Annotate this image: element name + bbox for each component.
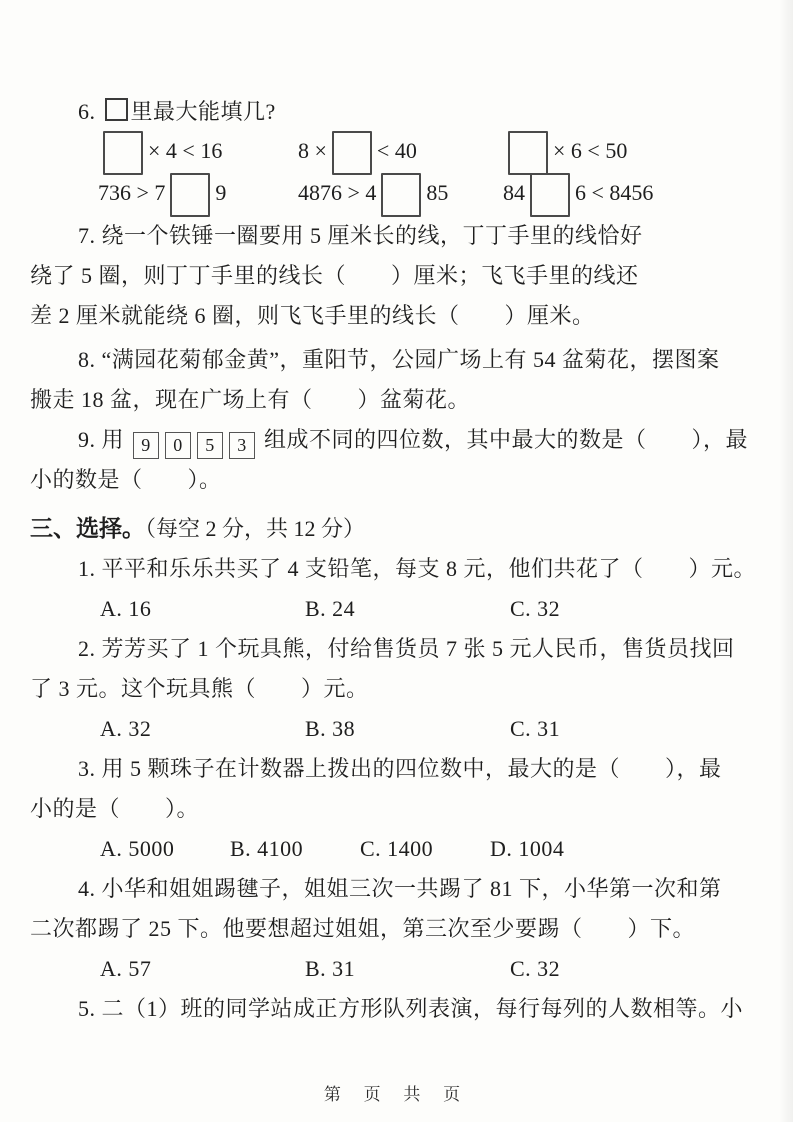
choice-2-options	[30, 709, 763, 749]
expression-4	[98, 173, 298, 217]
choice-3-option-b: B. 4100	[230, 836, 304, 861]
question-6-expressions	[30, 132, 763, 216]
expression-1	[98, 131, 298, 175]
fill-blank-box	[508, 131, 548, 175]
expression-text: × 6 < 50	[553, 138, 628, 164]
expression-row-2	[98, 174, 763, 216]
choice-2-line-1: 2. 芳芳买了 1 个玩具熊，付给售货员 7 张 5 元人民币，售货员找回	[78, 636, 735, 661]
choice-3-line-1: 3. 用 5 颗珠子在计数器上拨出的四位数中，最大的是（ ），最	[78, 756, 722, 781]
choice-3-option-c: C. 1400	[360, 836, 434, 861]
expression-6	[503, 173, 763, 217]
expression-text: < 40	[376, 138, 417, 164]
expression-text: 85	[426, 180, 449, 206]
section-3-header	[30, 508, 763, 549]
question-6-text: 里最大能填几?	[130, 99, 276, 124]
expression-text: 736 > 7	[98, 180, 166, 206]
choice-5-line-1: 5. 二（1）班的同学站成正方形队列表演，每行每列的人数相等。小	[78, 996, 744, 1021]
choice-1-line-1: 1. 平平和乐乐共买了 4 支铅笔，每支 8 元，他们共花了（ ）元。	[78, 556, 757, 581]
question-6-number: 6.	[78, 99, 96, 124]
expression-2	[298, 131, 503, 175]
expression-3	[503, 131, 763, 175]
expression-text: 84	[503, 180, 525, 206]
fill-blank-box	[170, 173, 210, 217]
expression-5	[298, 173, 503, 217]
question-9-rest: 组成不同的四位数，其中最大的数是（ ），最	[264, 427, 749, 452]
expression-text: 6 < 8456	[575, 180, 654, 206]
fill-blank-box	[530, 173, 570, 217]
choice-2-option-b: B. 38	[305, 716, 356, 741]
question-8-line-2: 搬走 18 盆，现在广场上有（ ）盆菊花。	[30, 387, 471, 412]
choice-1-options	[30, 589, 763, 629]
choice-1-option-a: A. 16	[100, 596, 152, 621]
expression-text: 9	[215, 180, 227, 206]
choice-4-option-b: B. 31	[305, 956, 356, 981]
expression-text: 4876 > 4	[298, 180, 377, 206]
choice-2-option-c: C. 31	[510, 716, 561, 741]
question-9-line-2: 小的数是（ ）。	[30, 467, 222, 492]
choice-4-option-c: C. 32	[510, 956, 561, 981]
digit-box-5: 5	[197, 432, 223, 459]
choice-2-line-2: 了 3 元。这个玩具熊（ ）元。	[30, 676, 369, 701]
question-9-line-1	[30, 420, 763, 460]
question-7-line-2: 绕了 5 圈，则丁丁手里的线长（ ）厘米；飞飞手里的线还	[30, 263, 639, 288]
blank-box-icon	[105, 98, 128, 121]
expression-text: 8 ×	[298, 138, 327, 164]
choice-4-line-1: 4. 小华和姐姐踢毽子，姐姐三次一共踢了 81 下，小华第一次和第	[78, 876, 722, 901]
expression-text: × 4 < 16	[148, 138, 223, 164]
digit-box-3: 3	[229, 432, 255, 459]
choice-3-option-a: A. 5000	[100, 836, 175, 861]
choice-3-line-2: 小的是（ ）。	[30, 796, 200, 821]
fill-blank-box	[103, 131, 143, 175]
question-8-line-1: 8. “满园花菊郁金黄”，重阳节，公园广场上有 54 盆菊花，摆图案	[78, 347, 720, 372]
section-3-subtitle: （每空 2 分，共 12 分）	[145, 516, 366, 541]
digit-box-9: 9	[133, 432, 159, 459]
page-footer: 第 页 共 页	[323, 1085, 470, 1104]
choice-2-option-a: A. 32	[100, 716, 152, 741]
choice-1-option-c: C. 32	[510, 596, 561, 621]
choice-3-options	[30, 829, 763, 869]
question-7-line-1: 7. 绕一个铁锤一圈要用 5 厘米长的线，丁丁手里的线恰好	[78, 223, 643, 248]
digit-box-0: 0	[165, 432, 191, 459]
choice-4-options	[30, 949, 763, 989]
section-3-title: 三、选择。	[30, 515, 145, 541]
choice-4-line-2: 二次都踢了 25 下。他要想超过姐姐，第三次至少要踢（ ）下。	[30, 916, 696, 941]
fill-blank-box	[381, 173, 421, 217]
choice-4-option-a: A. 57	[100, 956, 152, 981]
choice-3-option-d: D. 1004	[490, 836, 565, 861]
fill-blank-box	[332, 131, 372, 175]
question-7-line-3: 差 2 厘米就能绕 6 圈，则飞飞手里的线长（ ）厘米。	[30, 303, 595, 328]
expression-row-1	[98, 132, 763, 174]
question-9-pre: 9. 用	[78, 427, 125, 452]
choice-1-option-b: B. 24	[305, 596, 356, 621]
question-6-prompt	[30, 92, 763, 132]
